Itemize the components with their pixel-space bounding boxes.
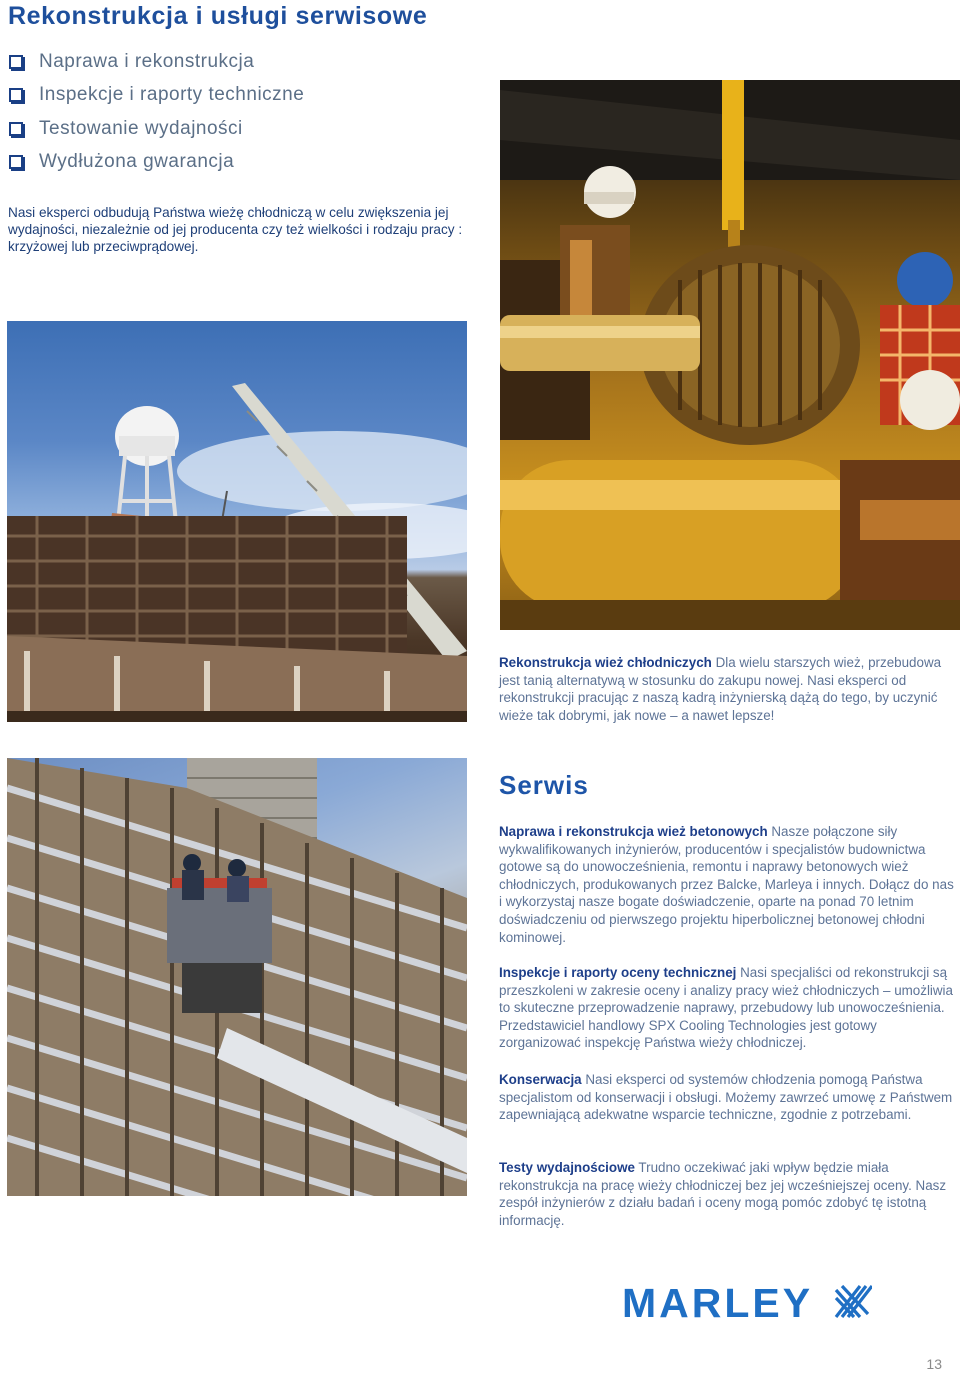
photo-motor-workers <box>500 80 960 630</box>
list-item-label: Testowanie wydajności <box>39 117 243 139</box>
marley-logo <box>622 1280 872 1322</box>
reconstruction-lead: Rekonstrukcja wież chłodniczych <box>499 655 712 670</box>
marley-wordmark: MARLEY <box>622 1280 814 1322</box>
service-item-text: Trudno oczekiwać jaki wpływ będzie miała rekonstrukcja na pracę wieży chłodniczej bez jej wcześniejszej oceny. Nasz zespół inżynierów z działu badań i oceny mogą pomóc zdobyć tę istotną informację. <box>499 1160 947 1228</box>
checkbox-icon <box>9 88 23 102</box>
services-checklist <box>9 45 304 179</box>
checkbox-icon <box>9 55 23 69</box>
service-item-text: Nasze połączone siły wykwalifikowanych inżynierów, producentów i specjalistów budownictwa gotowe są do unowocześnienia, remontu i naprawy betonowych wież chłodniczych, produkowanych przez Balcke, Marleya i innych. Dołącz do nas i wykorzystaj nasze bogate doświadczenie, oparte na ponad 70 letnim doświadczeniu od pierwszego projektu hiperbolicznej betonowej chłodni kominowej. <box>499 824 954 945</box>
service-item <box>499 964 957 1052</box>
photo-crane-tower <box>7 321 467 722</box>
service-item <box>499 1159 957 1229</box>
reconstruction-text: Dla wielu starszych wież, przebudowa jest tanią alternatywą w stosunku do zakupu nowej. Nasi eksperci od rekonstrukcji pracując z naszą kadrą inżynierską dążą do tego, by uczynić wieże tak dobrymi, jak nowe – a nawet lepsze! <box>499 655 942 723</box>
list-item-label: Wydłużona gwarancja <box>39 151 235 173</box>
service-section-title: Serwis <box>499 770 589 800</box>
page-title: Rekonstrukcja i usługi serwisowe <box>8 2 428 30</box>
service-item-lead: Naprawa i rekonstrukcja wież betonowych <box>499 824 768 839</box>
reconstruction-caption <box>499 654 957 724</box>
photo-crane-illustration <box>7 321 467 722</box>
photo-concrete-lattice <box>7 758 467 1196</box>
service-item-lead: Inspekcje i raporty oceny technicznej <box>499 965 737 980</box>
list-item <box>9 146 304 180</box>
list-item-label: Inspekcje i raporty techniczne <box>39 84 305 106</box>
marley-logo-mark <box>622 1280 872 1322</box>
service-item <box>499 1071 957 1124</box>
service-item-text: Nasi specjaliści od rekonstrukcji są przeszkoleni w zakresie oceny i analizy pracy wież chłodniczych – umożliwia to skuteczne przeprowadzenie naprawy, przebudowy lub unowocześnienia. Przedstawiciel handlowy SPX Cooling Technologies jest gotowy zorganizować inspekcję Państwa wieży chłodniczej. <box>499 965 953 1051</box>
list-item <box>9 45 304 79</box>
list-item <box>9 79 304 113</box>
page-number: 13 <box>926 1356 942 1372</box>
service-item-text: Nasi eksperci od systemów chłodzenia pomogą Państwa specjalistom od konserwacji i obsługi. Możemy zawrzeć umowę z Państwem zapewniającą adekwatne wsparcie techniczne, zgodnie z potrzebami. <box>499 1072 953 1123</box>
checkbox-icon <box>9 155 23 169</box>
checkbox-icon <box>9 122 23 136</box>
service-item-lead: Testy wydajnościowe <box>499 1160 635 1175</box>
photo-motor-illustration <box>500 80 960 630</box>
intro-paragraph: Nasi eksperci odbudują Państwa wieżę chłodniczą w celu zwiększenia jej wydajności, niezależnie od jej producenta czy też wielkości i rodzaju pracy : krzyżowej lub przeciwprądowej. <box>8 205 463 255</box>
list-item <box>9 112 304 146</box>
photo-lattice-illustration <box>7 758 467 1196</box>
service-item-lead: Konserwacja <box>499 1072 582 1087</box>
service-item <box>499 823 957 946</box>
list-item-label: Naprawa i rekonstrukcja <box>39 50 255 72</box>
